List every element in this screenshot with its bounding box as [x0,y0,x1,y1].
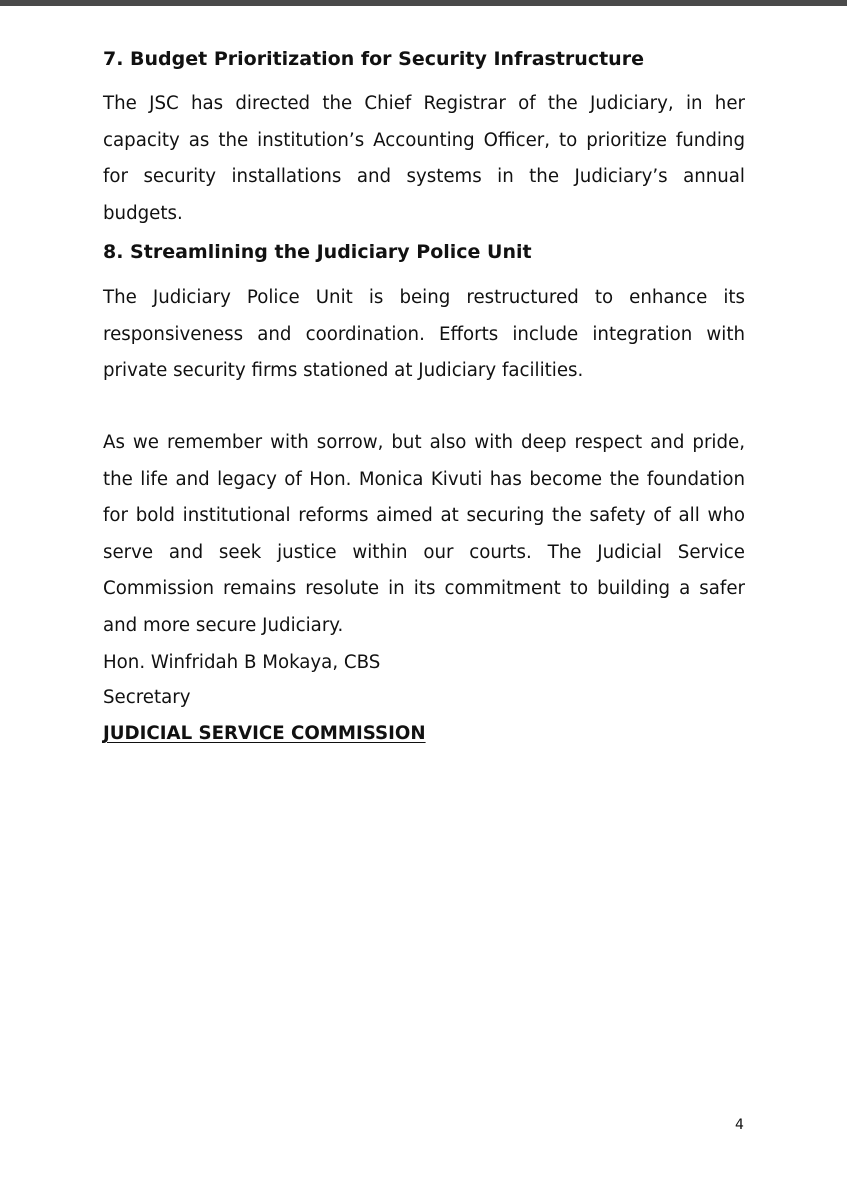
signatory-name: Hon. Winfridah B Mokaya, CBS [103,652,381,673]
signatory-organization: JUDICIAL SERVICE COMMISSION [103,723,426,744]
section-7-heading: 7. Budget Prioritization for Security Infrastructure [103,48,644,70]
closing-paragraph: As we remember with sorrow, but also with deep respect and pride, the life and legacy of Hon. Monica Kivuti has become the foundation for bold institutional reforms aimed at securing the safety of all who serve and seek justice within our courts. The Judicial Service Commission remains resolute in its commitment to building a safer and more secure Judiciary. [103,432,745,636]
section-8-body: The Judiciary Police Unit is being restructured to enhance its responsiveness and coordination. Efforts include integration with private security firms stationed at Judiciary facilities. [103,287,745,381]
signatory-title: Secretary [103,687,191,708]
section-7-body: The JSC has directed the Chief Registrar of the Judiciary, in her capacity as the institution’s Accounting Officer, to prioritize funding for security installations and systems in the Judiciary’s annual budgets. [103,93,745,224]
page-number: 4 [735,1117,744,1133]
section-8-heading: 8. Streamlining the Judiciary Police Unit [103,241,532,263]
